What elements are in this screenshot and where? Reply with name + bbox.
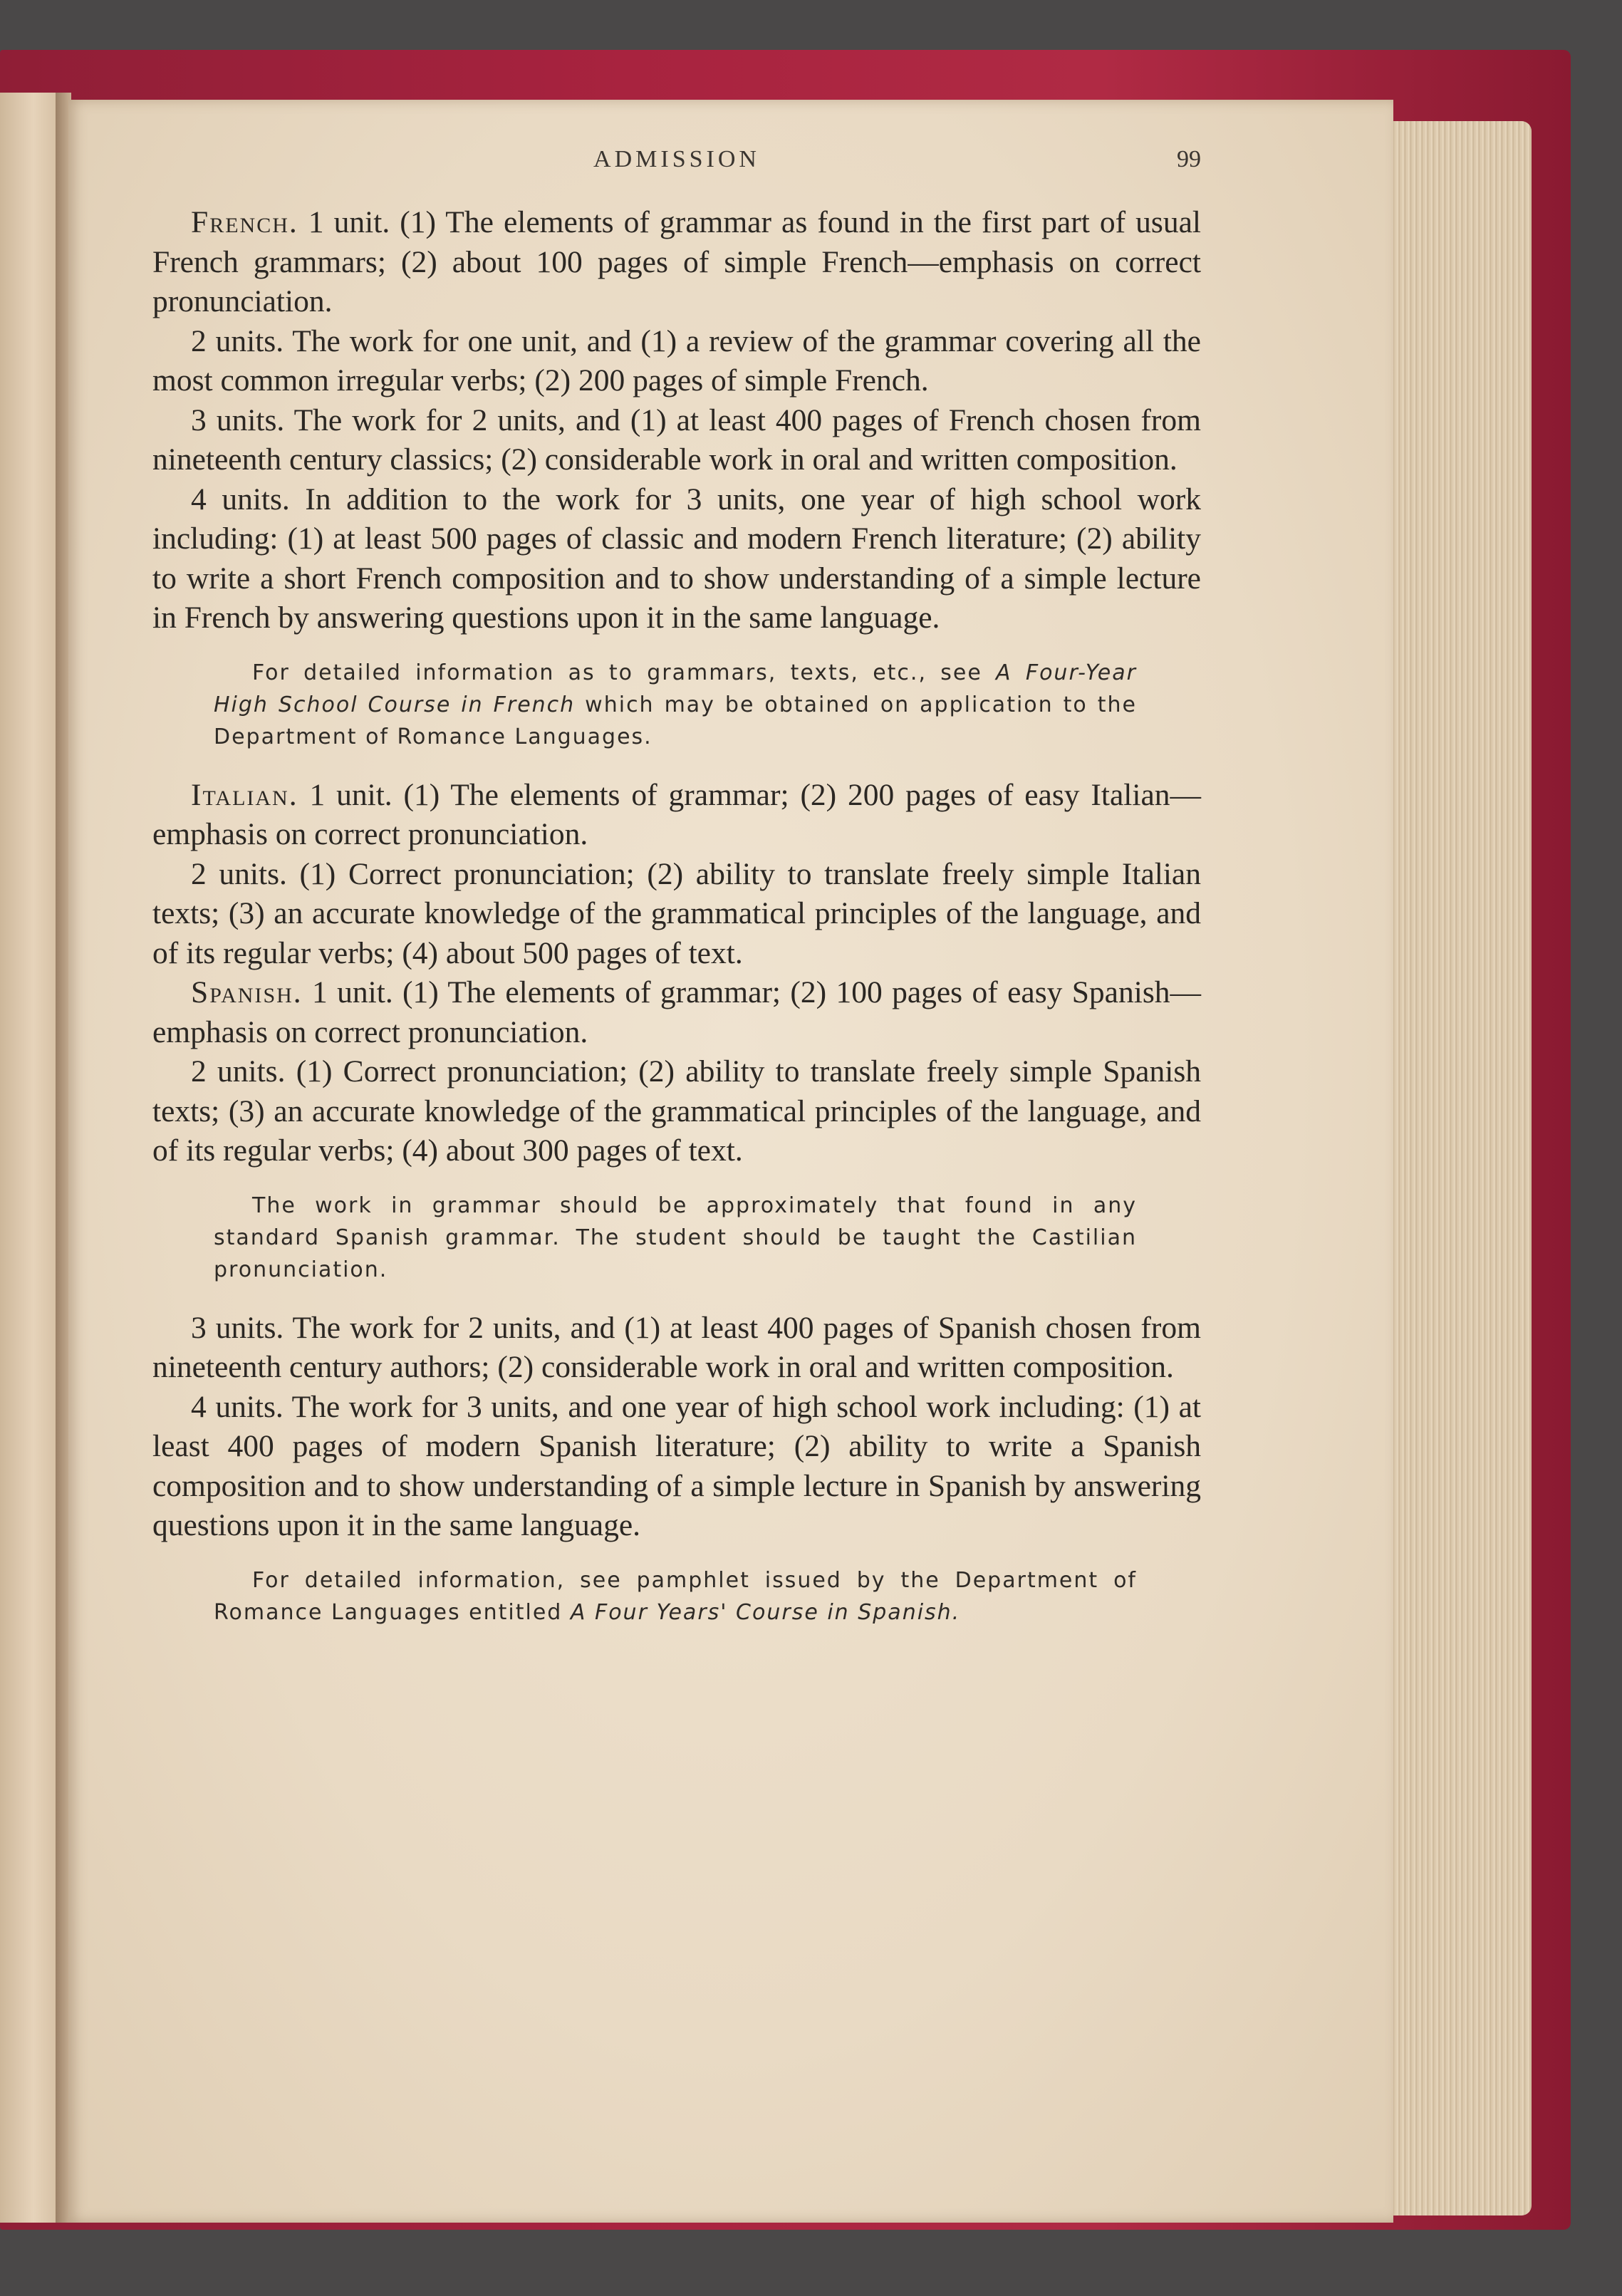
spanish-note-1: The work in grammar should be approximately that found in any standard Spanish grammar. The student should be taught the Castilian pronunciation. <box>214 1193 1137 1282</box>
french-note-text-end: which may be obtained on application to the Department of Romance Languages. <box>214 692 1138 749</box>
french-note-title: A Four-Year High School Course in French <box>214 660 1137 717</box>
french-paragraph-3: 3 units. The work for 2 units, and (1) at least 400 pages of French chosen from nineteenth century classics; (2) considerable work in oral and written composition. <box>152 402 1201 477</box>
spanish-paragraph-1 <box>152 973 1201 1052</box>
spanish-text-1: 1 unit. (1) The elements of grammar; (2) 100 pages of easy Spanish—emphasis on correct pronunciation. <box>152 975 1201 1049</box>
french-note <box>152 657 1201 753</box>
page-content <box>152 146 1201 1651</box>
left-page-edge <box>0 93 56 2223</box>
italian-heading: Italian. <box>191 777 298 812</box>
spanish-note-2-text: For detailed information, see pamphlet issued by the Department of Romance Languages entitled <box>214 1567 1137 1625</box>
spanish-paragraph-2: 2 units. (1) Correct pronunciation; (2) ability to translate freely simple Spanish texts; (3) an accurate knowledge of the grammatical principles of the language, and of its regular verbs; (4) about 300 pages of text. <box>152 1054 1201 1168</box>
french-paragraph-2: 2 units. The work for one unit, and (1) a review of the grammar covering all the most common irregular verbs; (2) 200 pages of simple French. <box>152 323 1201 398</box>
spanish-note-2-title: A Four Years' Course in Spanish. <box>570 1599 961 1625</box>
spanish-paragraph-3: 3 units. The work for 2 units, and (1) at least 400 pages of Spanish chosen from nineteenth century authors; (2) considerable work in oral and written composition. <box>152 1310 1201 1384</box>
french-paragraph-4: 4 units. In addition to the work for 3 units, one year of high school work including: (1) at least 500 pages of classic and modern French literature; (2) ability to write a short French composition and to show understanding of a simple lecture in French by answering questions upon it in the same language. <box>152 482 1201 635</box>
running-head <box>152 146 1201 203</box>
running-title: ADMISSION <box>593 146 760 172</box>
page-number: 99 <box>1177 146 1201 172</box>
spanish-paragraph-4: 4 units. The work for 3 units, and one year of high school work including: (1) at least 400 pages of modern Spanish literature; (2) ability to write a Spanish composition and to show understanding of a simple lecture in Spanish by answering questions upon it in the same language. <box>152 1389 1201 1542</box>
french-paragraph-1 <box>152 203 1201 322</box>
spanish-heading: Spanish. <box>191 975 303 1009</box>
italian-paragraph-1 <box>152 776 1201 855</box>
italian-paragraph-2: 2 units. (1) Correct pronunciation; (2) ability to translate freely simple Italian texts; (3) an accurate knowledge of the grammatical principles of the language, and of its regular verbs; (4) about 500 pages of text. <box>152 856 1201 970</box>
french-heading: French. <box>191 205 298 239</box>
page-block-edges <box>1378 121 1532 2216</box>
italian-text-1: 1 unit. (1) The elements of grammar; (2) 200 pages of easy Italian—emphasis on correct pronunciation. <box>152 777 1201 851</box>
french-text-1: 1 unit. (1) The elements of grammar as found in the first part of usual French grammars; (2) about 100 pages of simple French—emphasis on correct pronunciation. <box>152 205 1201 318</box>
spanish-note-2 <box>152 1564 1201 1629</box>
french-note-text: For detailed information as to grammars, texts, etc., see <box>252 660 997 685</box>
